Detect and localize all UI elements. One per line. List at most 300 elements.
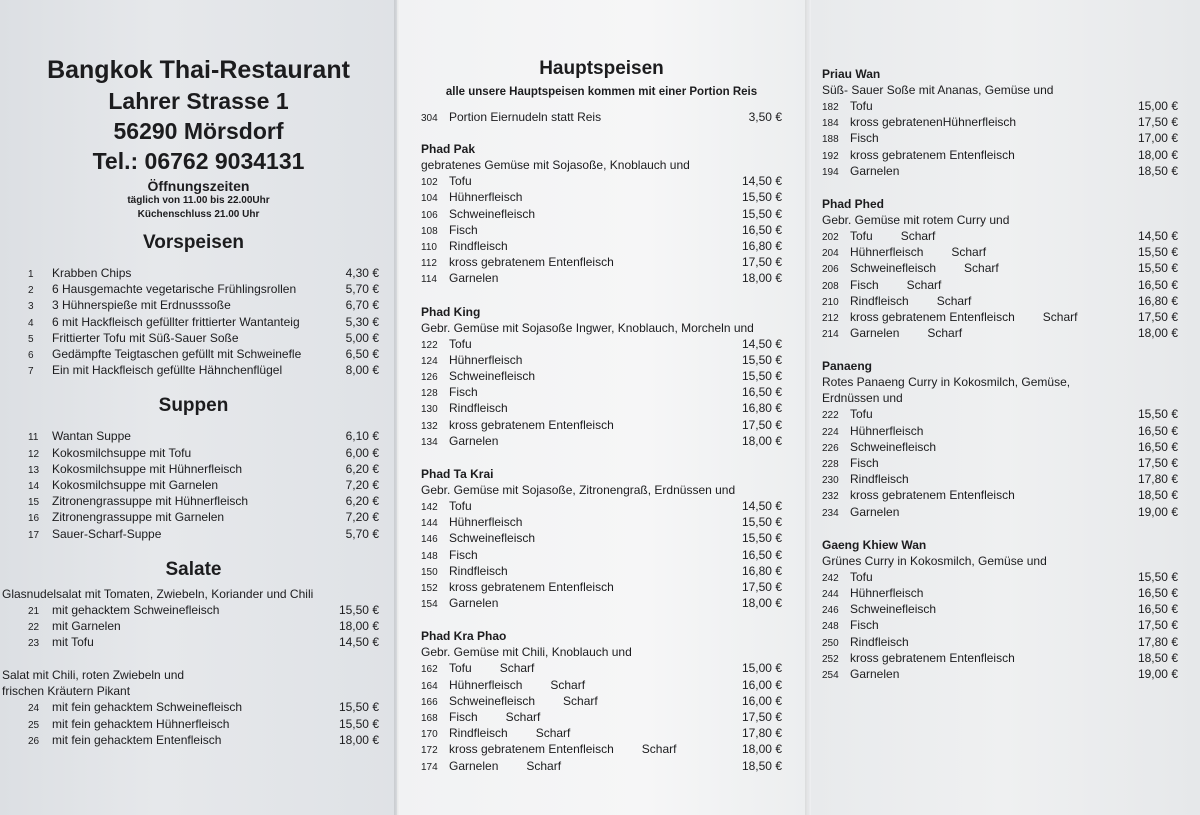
item-name bbox=[52, 717, 325, 732]
item-number: 202 bbox=[822, 232, 839, 244]
menu-item-12 bbox=[28, 446, 379, 462]
dish-group-description: Rotes Panaeng Curry in Kokosmilch, Gemüse, bbox=[822, 375, 1071, 390]
item-name bbox=[52, 733, 325, 748]
item-number: 194 bbox=[822, 166, 839, 178]
item-number: 4 bbox=[28, 317, 34, 329]
dish-group-description: Gebr. Gemüse mit Chili, Knoblauch und bbox=[421, 645, 632, 660]
item-number: 106 bbox=[421, 209, 438, 221]
item-price: 15,50 € bbox=[338, 700, 379, 715]
item-price: 18,50 € bbox=[1137, 488, 1178, 503]
dish-group-phad-phed bbox=[822, 197, 1178, 342]
item-number: 12 bbox=[28, 448, 40, 460]
menu-item-170 bbox=[421, 726, 782, 742]
restaurant-name: Bangkok Thai-Restaurant bbox=[47, 56, 350, 84]
item-name bbox=[850, 278, 1124, 293]
menu-item-4 bbox=[28, 315, 379, 331]
item-number: 22 bbox=[28, 622, 40, 634]
item-price: 15,50 € bbox=[338, 716, 379, 731]
menu-item-3 bbox=[28, 298, 379, 314]
item-name bbox=[449, 369, 728, 384]
item-price: 18,50 € bbox=[741, 758, 782, 773]
dish-group-description: gebratenes Gemüse mit Sojasoße, Knoblauch und bbox=[421, 158, 690, 173]
item-number: 154 bbox=[421, 599, 438, 611]
menu-item-104 bbox=[421, 190, 782, 206]
item-name bbox=[449, 531, 728, 546]
item-price: 14,50 € bbox=[1137, 229, 1178, 244]
menu-item-208 bbox=[822, 278, 1178, 294]
item-name-text: Rindfleisch bbox=[449, 563, 508, 578]
item-name-text: Rindfleisch bbox=[850, 293, 909, 308]
spicy-label: Scharf bbox=[927, 326, 963, 341]
menu-item-212 bbox=[822, 310, 1178, 326]
item-number: 6 bbox=[28, 350, 34, 362]
item-price: 16,50 € bbox=[741, 547, 782, 562]
dish-group-description: Gebr. Gemüse mit rotem Curry und bbox=[822, 213, 1010, 228]
item-name-text: Fisch bbox=[449, 385, 478, 400]
dish-group-priau-wan bbox=[822, 67, 1178, 180]
menu-item-182 bbox=[822, 99, 1178, 115]
item-number: 142 bbox=[421, 502, 438, 514]
item-price: 17,50 € bbox=[1137, 618, 1178, 633]
item-name bbox=[449, 174, 728, 189]
spicy-label: Scharf bbox=[535, 726, 571, 741]
item-name bbox=[449, 271, 728, 286]
menu-item-252 bbox=[822, 651, 1178, 667]
item-number: 166 bbox=[421, 696, 438, 708]
item-price: 17,50 € bbox=[1137, 115, 1178, 130]
dish-group-description: Grünes Curry in Kokosmilch, Gemüse und bbox=[822, 553, 1047, 568]
item-number: 304 bbox=[421, 113, 438, 124]
spicy-label: Scharf bbox=[526, 758, 562, 773]
menu-item-224 bbox=[822, 424, 1178, 440]
item-name bbox=[52, 603, 325, 618]
item-number: 5 bbox=[28, 333, 34, 345]
item-name-text: Tofu bbox=[850, 407, 873, 422]
item-price: 16,50 € bbox=[1137, 586, 1178, 601]
menu-item-166 bbox=[421, 694, 782, 710]
item-price: 16,80 € bbox=[1137, 293, 1178, 308]
item-price: 17,50 € bbox=[741, 417, 782, 432]
item-name bbox=[52, 429, 325, 444]
item-name bbox=[449, 564, 728, 579]
item-number: 11 bbox=[28, 432, 39, 444]
dish-group-phad-king bbox=[421, 305, 782, 450]
menu-item-16 bbox=[28, 510, 379, 526]
item-name-text: Zitronengrassuppe mit Hühnerfleisch bbox=[52, 494, 249, 509]
item-name-text: Rindfleisch bbox=[449, 239, 508, 254]
item-price: 18,00 € bbox=[741, 742, 782, 757]
item-number: 7 bbox=[28, 366, 34, 378]
item-name-text: Fisch bbox=[850, 618, 879, 633]
item-number: 252 bbox=[822, 653, 839, 665]
dish-group-phad-pak bbox=[421, 142, 782, 287]
dish-group-title: Phad Phed bbox=[822, 197, 885, 212]
item-name-text: Hühnerfleisch bbox=[850, 586, 924, 601]
menu-item-7 bbox=[28, 363, 379, 379]
item-name bbox=[449, 742, 728, 757]
item-name bbox=[850, 505, 1124, 520]
item-number: 16 bbox=[28, 513, 40, 525]
item-name-text: Garnelen bbox=[850, 326, 900, 341]
spicy-label: Scharf bbox=[906, 277, 942, 292]
item-name bbox=[850, 294, 1124, 309]
item-name bbox=[52, 462, 325, 477]
item-price: 6,10 € bbox=[345, 429, 379, 444]
item-name-text: mit gehacktem Schweinefleisch bbox=[52, 602, 220, 617]
item-number: 110 bbox=[421, 242, 437, 254]
item-name-text: Garnelen bbox=[449, 433, 499, 448]
item-number: 208 bbox=[822, 280, 839, 292]
item-name-text: kross gebratenem Entenfleisch bbox=[850, 650, 1015, 665]
dish-group-title: Phad Ta Krai bbox=[421, 467, 494, 482]
item-name bbox=[449, 337, 728, 352]
item-name-text: Schweinefleisch bbox=[449, 531, 536, 546]
item-number: 102 bbox=[421, 177, 438, 189]
item-number: 232 bbox=[822, 491, 839, 503]
item-name bbox=[850, 570, 1124, 585]
item-price: 17,50 € bbox=[741, 255, 782, 270]
menu-item-144 bbox=[421, 515, 782, 531]
menu-item-194 bbox=[822, 164, 1178, 180]
dish-group-title: Gaeng Khiew Wan bbox=[822, 537, 927, 552]
dish-group-phad-ta-krai bbox=[421, 467, 782, 612]
item-number: 17 bbox=[28, 529, 40, 541]
menu-item-128 bbox=[421, 385, 782, 401]
glasnudelsalat-list bbox=[28, 603, 379, 652]
menu-item-188 bbox=[822, 131, 1178, 147]
item-price: 16,00 € bbox=[741, 693, 782, 708]
item-price: 14,50 € bbox=[741, 499, 782, 514]
item-name bbox=[449, 515, 728, 530]
menu-item-1 bbox=[28, 266, 379, 282]
item-name-text: Wantan Suppe bbox=[52, 429, 131, 444]
item-name-text: Kokosmilchsuppe mit Garnelen bbox=[52, 478, 219, 493]
menu-panel-right bbox=[808, 0, 1200, 815]
item-price: 5,30 € bbox=[345, 314, 379, 329]
item-name bbox=[449, 353, 728, 368]
item-price: 15,50 € bbox=[741, 352, 782, 367]
item-name bbox=[52, 635, 325, 650]
item-name-text: mit fein gehacktem Entenfleisch bbox=[52, 732, 222, 747]
item-number: 122 bbox=[421, 339, 438, 351]
item-name-text: kross gebratenem Entenfleisch bbox=[449, 417, 614, 432]
item-number: 212 bbox=[822, 313, 839, 325]
item-name bbox=[449, 499, 728, 514]
item-number: 14 bbox=[28, 481, 40, 493]
item-price: 16,00 € bbox=[741, 677, 782, 692]
item-name-text: kross gebratenenHühnerfleisch bbox=[850, 115, 1017, 130]
item-price: 18,00 € bbox=[1137, 326, 1178, 341]
menu-item-154 bbox=[421, 596, 782, 612]
menu-item-126 bbox=[421, 369, 782, 385]
section-title-hauptspeisen: Hauptspeisen bbox=[539, 58, 664, 79]
item-number: 222 bbox=[822, 410, 839, 422]
item-price: 19,00 € bbox=[1137, 667, 1178, 682]
item-name-text: Gedämpfte Teigtaschen gefüllt mit Schweinefle bbox=[52, 347, 302, 362]
item-name-text: Hühnerfleisch bbox=[449, 515, 523, 530]
item-name-text: Kokosmilchsuppe mit Hühnerfleisch bbox=[52, 461, 243, 476]
item-name bbox=[850, 602, 1124, 617]
menu-item-246 bbox=[822, 602, 1178, 618]
item-number: 2 bbox=[28, 285, 34, 297]
item-name-text: Tofu bbox=[850, 569, 873, 584]
item-name bbox=[850, 407, 1124, 422]
opening-hours-title: Öffnungszeiten bbox=[147, 178, 250, 194]
item-name-text: Tofu bbox=[449, 336, 472, 351]
item-number: 170 bbox=[421, 729, 438, 741]
item-name-text: Tofu bbox=[449, 499, 472, 514]
spicy-label: Scharf bbox=[550, 677, 586, 692]
item-price: 14,50 € bbox=[741, 336, 782, 351]
item-number: 184 bbox=[822, 118, 839, 130]
item-price: 15,00 € bbox=[741, 661, 782, 676]
item-name bbox=[449, 661, 728, 676]
menu-item-204 bbox=[822, 245, 1178, 261]
menu-item-174 bbox=[421, 759, 782, 775]
menu-item-106 bbox=[421, 207, 782, 223]
item-price: 16,80 € bbox=[741, 563, 782, 578]
opening-hours: täglich von 11.00 bis 22.00Uhr bbox=[127, 195, 270, 206]
item-name-text: Kokosmilchsuppe mit Tofu bbox=[52, 445, 192, 460]
item-name-text: mit fein gehacktem Hühnerfleisch bbox=[52, 716, 230, 731]
item-name-text: mit Garnelen bbox=[52, 619, 121, 634]
item-price: 17,80 € bbox=[1137, 634, 1178, 649]
item-price: 18,00 € bbox=[1137, 147, 1178, 162]
section-title-suppen: Suppen bbox=[158, 395, 229, 417]
item-name-text: Krabben Chips bbox=[52, 266, 132, 280]
item-number: 1 bbox=[28, 269, 34, 280]
item-name bbox=[449, 255, 728, 270]
item-price: 8,00 € bbox=[345, 363, 379, 378]
menu-item-244 bbox=[822, 586, 1178, 602]
restaurant-phone: Tel.: 06762 9034131 bbox=[92, 148, 305, 174]
item-price: 6,70 € bbox=[345, 298, 379, 313]
item-name-text: Fisch bbox=[449, 222, 478, 237]
item-price: 17,50 € bbox=[1137, 310, 1178, 325]
item-name bbox=[52, 510, 325, 525]
item-name bbox=[850, 245, 1124, 260]
item-name bbox=[850, 618, 1124, 633]
item-name-text: Hühnerfleisch bbox=[449, 677, 523, 692]
item-number: 226 bbox=[822, 442, 839, 454]
item-price: 15,50 € bbox=[741, 369, 782, 384]
item-name-text: Garnelen bbox=[850, 504, 900, 519]
item-number: 104 bbox=[421, 193, 438, 205]
item-number: 132 bbox=[421, 420, 438, 432]
item-name bbox=[449, 759, 728, 774]
item-price: 18,00 € bbox=[741, 596, 782, 611]
item-name bbox=[850, 635, 1124, 650]
item-name-text: Tofu bbox=[850, 99, 873, 113]
dish-group-title: Priau Wan bbox=[822, 67, 881, 81]
item-name-text: Ein mit Hackfleisch gefüllte Hähnchenflügel bbox=[52, 363, 283, 378]
item-name-text: mit Tofu bbox=[52, 635, 94, 650]
item-name-text: kross gebratenem Entenfleisch bbox=[850, 310, 1015, 325]
menu-item-228 bbox=[822, 456, 1178, 472]
spicy-label: Scharf bbox=[641, 742, 677, 757]
item-name-text: Garnelen bbox=[449, 596, 499, 611]
menu-item-304 bbox=[421, 110, 782, 126]
menu-item-22 bbox=[28, 619, 379, 635]
dish-group-panaeng bbox=[822, 359, 1178, 520]
item-price: 5,00 € bbox=[345, 330, 379, 345]
item-number: 168 bbox=[421, 713, 438, 725]
item-number: 26 bbox=[28, 735, 40, 747]
menu-item-15 bbox=[28, 494, 379, 510]
item-price: 16,50 € bbox=[1137, 277, 1178, 292]
item-price: 18,50 € bbox=[1137, 650, 1178, 665]
menu-item-130 bbox=[421, 401, 782, 417]
menu-item-230 bbox=[822, 472, 1178, 488]
menu-item-2 bbox=[28, 282, 379, 298]
item-number: 144 bbox=[421, 518, 438, 530]
item-number: 112 bbox=[421, 258, 437, 270]
item-number: 152 bbox=[421, 583, 438, 595]
menu-item-222 bbox=[822, 407, 1178, 423]
menu-item-124 bbox=[421, 353, 782, 369]
item-number: 192 bbox=[822, 150, 839, 162]
item-price: 5,70 € bbox=[345, 526, 379, 541]
item-number: 244 bbox=[822, 589, 839, 601]
dish-group-title: Panaeng bbox=[822, 359, 873, 374]
dish-group-phad-kra-phao bbox=[421, 629, 782, 774]
item-name-text: Schweinefleisch bbox=[850, 439, 937, 454]
item-name bbox=[52, 478, 325, 493]
item-price: 18,00 € bbox=[741, 271, 782, 286]
item-name bbox=[449, 694, 728, 709]
item-name-text: Rindfleisch bbox=[449, 401, 508, 416]
menu-item-202 bbox=[822, 229, 1178, 245]
menu-item-132 bbox=[421, 418, 782, 434]
item-name-text: Hühnerfleisch bbox=[850, 423, 924, 438]
spicy-label: Scharf bbox=[900, 229, 936, 244]
item-number: 128 bbox=[421, 388, 438, 400]
item-name-text: Zitronengrassuppe mit Garnelen bbox=[52, 510, 225, 525]
item-number: 126 bbox=[421, 372, 438, 384]
menu-item-214 bbox=[822, 326, 1178, 342]
item-price: 18,00 € bbox=[338, 619, 379, 634]
item-number: 21 bbox=[28, 605, 40, 617]
item-name bbox=[52, 527, 325, 542]
item-name bbox=[850, 586, 1124, 601]
item-number: 254 bbox=[822, 670, 839, 682]
item-name-text: Rindfleisch bbox=[850, 472, 909, 487]
menu-item-172 bbox=[421, 742, 782, 758]
menu-item-210 bbox=[822, 294, 1178, 310]
item-name bbox=[850, 440, 1124, 455]
item-name bbox=[449, 223, 728, 238]
item-name bbox=[52, 363, 325, 378]
item-name bbox=[52, 282, 325, 297]
spicy-label: Scharf bbox=[1042, 310, 1078, 325]
item-price: 17,50 € bbox=[1137, 456, 1178, 471]
item-name bbox=[52, 266, 325, 281]
item-number: 13 bbox=[28, 464, 40, 476]
item-price: 4,30 € bbox=[345, 266, 379, 280]
menu-item-108 bbox=[421, 223, 782, 239]
item-number: 228 bbox=[822, 459, 839, 471]
item-number: 124 bbox=[421, 355, 438, 367]
item-number: 15 bbox=[28, 497, 40, 509]
menu-item-13 bbox=[28, 462, 379, 478]
item-price: 15,50 € bbox=[1137, 245, 1178, 260]
item-name-text: Tofu bbox=[449, 174, 472, 189]
item-name-text: Fisch bbox=[850, 277, 879, 292]
menu-item-134 bbox=[421, 434, 782, 450]
item-name bbox=[850, 472, 1124, 487]
item-number: 246 bbox=[822, 605, 839, 617]
spicy-label: Scharf bbox=[936, 293, 972, 308]
item-name-text: kross gebratenem Entenfleisch bbox=[850, 488, 1015, 503]
menu-item-142 bbox=[421, 499, 782, 515]
item-name bbox=[449, 190, 728, 205]
item-price: 15,50 € bbox=[741, 515, 782, 530]
item-name bbox=[850, 229, 1124, 244]
item-name-text: Garnelen bbox=[850, 163, 900, 178]
item-name: Portion Eiernudeln statt Reis bbox=[449, 110, 602, 124]
dish-group-title: Phad Kra Phao bbox=[421, 629, 507, 644]
item-number: 162 bbox=[421, 664, 438, 676]
chili-salat-description-2: frischen Kräutern Pikant bbox=[2, 684, 131, 699]
section-title-vorspeisen: Vorspeisen bbox=[142, 232, 245, 253]
item-price: 16,50 € bbox=[1137, 602, 1178, 617]
item-number: 114 bbox=[421, 274, 437, 286]
item-number: 130 bbox=[421, 404, 438, 416]
item-price: 15,50 € bbox=[1137, 569, 1178, 584]
item-name-text: 6 mit Hackfleisch gefüllter frittierter Wantanteig bbox=[52, 314, 300, 329]
item-number: 23 bbox=[28, 638, 40, 650]
menu-item-168 bbox=[421, 710, 782, 726]
item-name bbox=[52, 619, 325, 634]
item-price: 17,00 € bbox=[1137, 131, 1178, 146]
dish-group-description-2: Erdnüssen und bbox=[822, 391, 903, 406]
item-name bbox=[449, 239, 728, 254]
item-number: 182 bbox=[822, 102, 839, 113]
item-name-text: Tofu bbox=[850, 229, 873, 244]
item-name-text: Garnelen bbox=[850, 667, 900, 682]
glasnudelsalat-description: Glasnudelsalat mit Tomaten, Zwiebeln, Koriander und Chili bbox=[2, 586, 314, 601]
item-name-text: Schweinefleisch bbox=[850, 261, 937, 276]
item-name bbox=[850, 667, 1124, 682]
item-name bbox=[449, 434, 728, 449]
item-name-text: Fisch bbox=[850, 131, 879, 146]
menu-item-110 bbox=[421, 239, 782, 255]
item-number: 250 bbox=[822, 637, 839, 649]
dish-group-gaeng-khiew-wan bbox=[822, 538, 1178, 683]
item-number: 242 bbox=[822, 572, 839, 584]
item-price: 15,50 € bbox=[1137, 261, 1178, 276]
section-title-salate: Salate bbox=[165, 558, 222, 580]
item-number: 188 bbox=[822, 134, 839, 146]
item-price: 6,50 € bbox=[345, 347, 379, 362]
item-number: 164 bbox=[421, 680, 438, 692]
item-name-text: 3 Hühnerspieße mit Erdnusssoße bbox=[52, 298, 231, 313]
item-name-text: kross gebratenem Entenfleisch bbox=[449, 742, 614, 757]
item-name bbox=[52, 331, 325, 346]
menu-item-114 bbox=[421, 271, 782, 287]
item-name bbox=[449, 548, 728, 563]
menu-item-5 bbox=[28, 331, 379, 347]
item-name-text: Schweinefleisch bbox=[449, 369, 536, 384]
menu-item-17 bbox=[28, 527, 379, 543]
menu-item-164 bbox=[421, 678, 782, 694]
item-number: 214 bbox=[822, 329, 839, 341]
item-name-text: kross gebratenem Entenfleisch bbox=[449, 580, 614, 595]
item-price: 15,50 € bbox=[741, 206, 782, 221]
item-name bbox=[52, 446, 325, 461]
item-name bbox=[449, 710, 728, 725]
menu-item-250 bbox=[822, 635, 1178, 651]
